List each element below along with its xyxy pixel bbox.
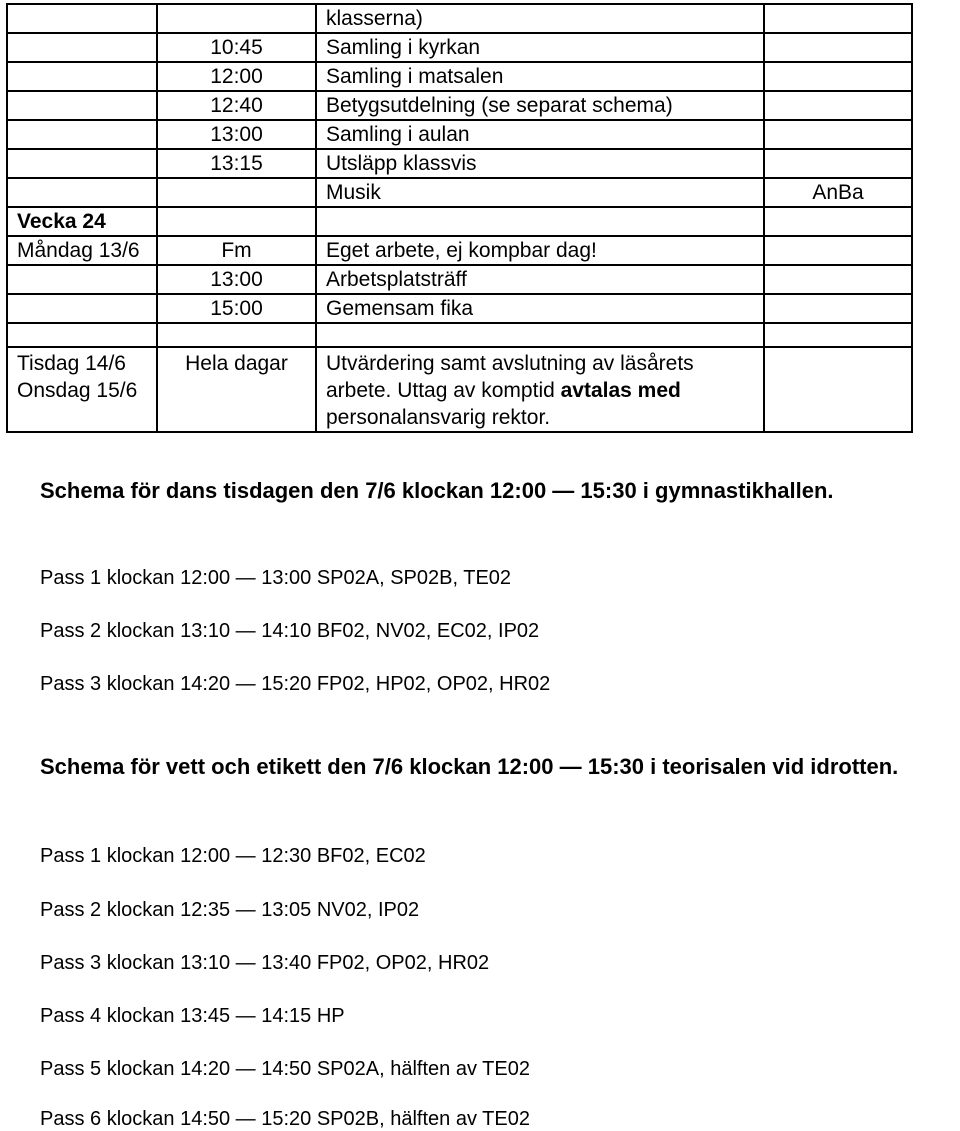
day-cell — [7, 149, 157, 178]
table-row — [7, 236, 912, 265]
activity-cell: Arbetsplatsträff — [316, 265, 764, 294]
etikett-pass-3: Pass 3 klockan 13:10 — 13:40 FP02, OP02, HR02 — [40, 952, 490, 974]
responsible-cell — [764, 149, 912, 178]
activity-text: personalansvarig rektor. — [326, 406, 551, 429]
table-row — [7, 294, 912, 323]
activity-text-bold: avtalas med — [560, 379, 681, 402]
activity-cell — [316, 207, 764, 236]
day-cell — [7, 4, 157, 33]
responsible-cell — [764, 120, 912, 149]
time-cell: 15:00 — [157, 294, 316, 323]
etikett-title: Schema för vett och etikett den 7/6 klockan 12:00 — 15:30 i teorisalen vid idrotten. — [40, 754, 899, 779]
responsible-cell — [764, 4, 912, 33]
empty-cell — [7, 323, 157, 347]
day-line: Tisdag 14/6 — [17, 352, 126, 375]
activity-cell: Utsläpp klassvis — [316, 149, 764, 178]
etikett-pass-1: Pass 1 klockan 12:00 — 12:30 BF02, EC02 — [40, 845, 426, 867]
etikett-pass-6: Pass 6 klockan 14:50 — 15:20 SP02B, hälften av TE02 — [40, 1108, 530, 1130]
table-row — [7, 265, 912, 294]
dance-pass-1: Pass 1 klockan 12:00 — 13:00 SP02A, SP02B, TE02 — [40, 567, 512, 589]
time-cell: Fm — [157, 236, 316, 265]
day-cell: Vecka 24 — [7, 207, 157, 236]
dance-pass-2: Pass 2 klockan 13:10 — 14:10 BF02, NV02, EC02, IP02 — [40, 620, 540, 642]
empty-cell — [764, 323, 912, 347]
activity-cell: Samling i kyrkan — [316, 33, 764, 62]
table-row — [7, 149, 912, 178]
activity-text: Utvärdering samt avslutning av läsårets arbete. Uttag av komptid — [326, 352, 694, 402]
table-row — [7, 120, 912, 149]
table-row — [7, 62, 912, 91]
spacer-row — [7, 323, 912, 347]
time-cell: 12:00 — [157, 62, 316, 91]
empty-cell — [316, 323, 764, 347]
day-cell — [7, 265, 157, 294]
day-cell: Måndag 13/6 — [7, 236, 157, 265]
activity-cell: Gemensam fika — [316, 294, 764, 323]
table-row — [7, 178, 912, 207]
day-cell — [7, 347, 157, 432]
schedule-table — [6, 3, 913, 433]
responsible-cell — [764, 91, 912, 120]
activity-cell: Musik — [316, 178, 764, 207]
table-row — [7, 4, 912, 33]
time-cell — [157, 178, 316, 207]
etikett-pass-2: Pass 2 klockan 12:35 — 13:05 NV02, IP02 — [40, 899, 420, 921]
table-row — [7, 33, 912, 62]
responsible-cell: AnBa — [764, 178, 912, 207]
day-cell — [7, 91, 157, 120]
day-cell — [7, 120, 157, 149]
time-cell: Hela dagar — [157, 347, 316, 432]
table-row — [7, 347, 912, 432]
responsible-cell — [764, 294, 912, 323]
activity-cell: Samling i matsalen — [316, 62, 764, 91]
time-cell: 12:40 — [157, 91, 316, 120]
time-cell: 10:45 — [157, 33, 316, 62]
responsible-cell — [764, 265, 912, 294]
etikett-pass-4: Pass 4 klockan 13:45 — 14:15 HP — [40, 1005, 345, 1027]
activity-cell — [316, 347, 764, 432]
time-cell — [157, 207, 316, 236]
responsible-cell — [764, 62, 912, 91]
activity-cell: Betygsutdelning (se separat schema) — [316, 91, 764, 120]
responsible-cell — [764, 33, 912, 62]
responsible-cell — [764, 236, 912, 265]
table-row — [7, 91, 912, 120]
activity-cell: Eget arbete, ej kompbar dag! — [316, 236, 764, 265]
time-cell: 13:15 — [157, 149, 316, 178]
time-cell: 13:00 — [157, 265, 316, 294]
table-row — [7, 207, 912, 236]
responsible-cell — [764, 347, 912, 432]
day-cell — [7, 178, 157, 207]
day-cell — [7, 294, 157, 323]
activity-cell: klasserna) — [316, 4, 764, 33]
empty-cell — [157, 323, 316, 347]
time-cell: 13:00 — [157, 120, 316, 149]
etikett-pass-5: Pass 5 klockan 14:20 — 14:50 SP02A, hälften av TE02 — [40, 1058, 530, 1080]
time-cell — [157, 4, 316, 33]
dance-title: Schema för dans tisdagen den 7/6 klockan 12:00 — 15:30 i gymnastikhallen. — [40, 478, 834, 503]
day-cell — [7, 33, 157, 62]
schedule-body — [7, 4, 912, 432]
responsible-cell — [764, 207, 912, 236]
day-line: Onsdag 15/6 — [17, 379, 138, 402]
activity-cell: Samling i aulan — [316, 120, 764, 149]
dance-pass-3: Pass 3 klockan 14:20 — 15:20 FP02, HP02, OP02, HR02 — [40, 673, 551, 695]
day-cell — [7, 62, 157, 91]
